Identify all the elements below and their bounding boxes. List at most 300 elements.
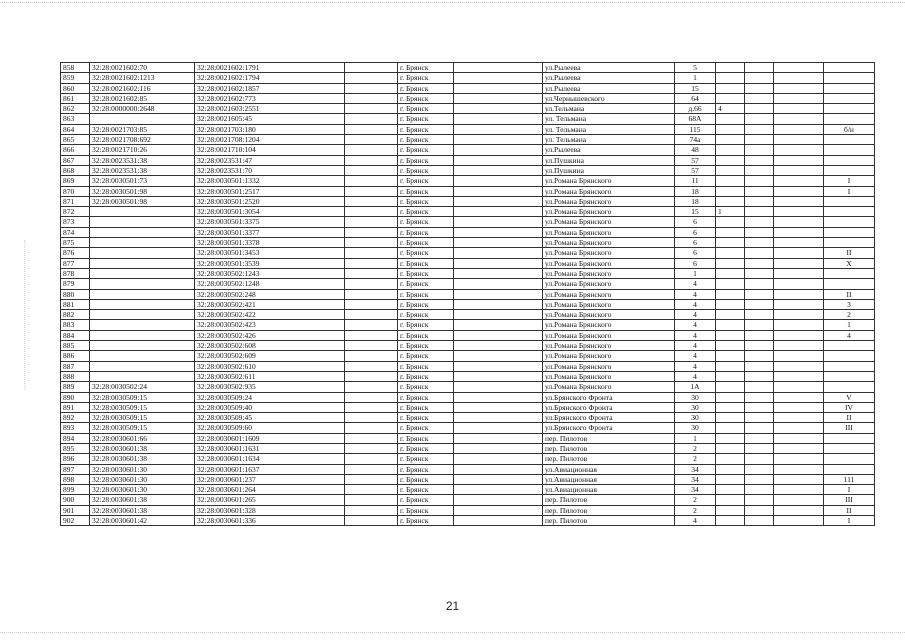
- table-row: [61, 145, 875, 155]
- empty-cell: [745, 124, 774, 134]
- building-cell: [716, 186, 745, 196]
- table-row: [61, 196, 875, 206]
- parent-cadastral-number-cell: 32:28:0021602:85: [90, 93, 195, 103]
- empty-cell: [454, 207, 543, 217]
- premises-number-cell: 2: [824, 310, 875, 320]
- premises-number-cell: [824, 464, 875, 474]
- city-cell: г. Брянск: [398, 289, 454, 299]
- empty-cell: [774, 454, 824, 464]
- table-row: [61, 495, 875, 505]
- house-number-cell: 30: [675, 413, 716, 423]
- parent-cadastral-number-cell: [90, 217, 195, 227]
- parent-cadastral-number-cell: 32:28:0030509:15: [90, 423, 195, 433]
- premises-number-cell: [824, 114, 875, 124]
- cadastral-number-cell: 32:28:0030509:60: [195, 423, 345, 433]
- cadastral-number-cell: 32:28:0021603:2551: [195, 104, 345, 114]
- street-cell: ул.Авиационная: [543, 485, 675, 495]
- parent-cadastral-number-cell: 32:28:0030501:73: [90, 176, 195, 186]
- empty-cell: [774, 114, 824, 124]
- empty-cell: [774, 433, 824, 443]
- premises-number-cell: [824, 135, 875, 145]
- building-cell: [716, 516, 745, 526]
- building-cell: [716, 83, 745, 93]
- building-cell: [716, 443, 745, 453]
- empty-cell: [454, 258, 543, 268]
- row-number-cell: 875: [61, 238, 90, 248]
- parent-cadastral-number-cell: 32:28:0021708:692: [90, 135, 195, 145]
- street-cell: пер. Пилотов: [543, 505, 675, 515]
- empty-cell: [745, 289, 774, 299]
- house-number-cell: 48: [675, 145, 716, 155]
- street-cell: ул.Романа Брянского: [543, 196, 675, 206]
- cadastral-number-cell: 32:28:0030501:3378: [195, 238, 345, 248]
- empty-cell: [345, 299, 398, 309]
- city-cell: г. Брянск: [398, 371, 454, 381]
- empty-cell: [345, 207, 398, 217]
- empty-cell: [454, 402, 543, 412]
- house-number-cell: 30: [675, 392, 716, 402]
- empty-cell: [774, 330, 824, 340]
- empty-cell: [454, 155, 543, 165]
- row-number-cell: 872: [61, 207, 90, 217]
- premises-number-cell: IV: [824, 402, 875, 412]
- table-row: [61, 227, 875, 237]
- row-number-cell: 870: [61, 186, 90, 196]
- city-cell: г. Брянск: [398, 207, 454, 217]
- empty-cell: [454, 454, 543, 464]
- row-number-cell: 888: [61, 371, 90, 381]
- building-cell: [716, 413, 745, 423]
- empty-cell: [345, 341, 398, 351]
- cadastral-number-cell: 32:28:0030501:3453: [195, 248, 345, 258]
- empty-cell: [454, 104, 543, 114]
- street-cell: ул.Романа Брянского: [543, 217, 675, 227]
- house-number-cell: 6: [675, 248, 716, 258]
- parent-cadastral-number-cell: 32:28:0030601:38: [90, 505, 195, 515]
- empty-cell: [745, 320, 774, 330]
- house-number-cell: 2: [675, 495, 716, 505]
- parent-cadastral-number-cell: [90, 238, 195, 248]
- parent-cadastral-number-cell: 32:28:0030601:66: [90, 433, 195, 443]
- cadastral-number-cell: 32:28:0030501:1332: [195, 176, 345, 186]
- house-number-cell: 6: [675, 238, 716, 248]
- empty-cell: [454, 433, 543, 443]
- building-cell: [716, 196, 745, 206]
- city-cell: г. Брянск: [398, 248, 454, 258]
- street-cell: ул.Романа Брянского: [543, 268, 675, 278]
- empty-cell: [345, 485, 398, 495]
- empty-cell: [774, 413, 824, 423]
- table-row: [61, 155, 875, 165]
- empty-cell: [774, 495, 824, 505]
- empty-cell: [345, 227, 398, 237]
- building-cell: [716, 392, 745, 402]
- building-cell: 1: [716, 207, 745, 217]
- building-cell: [716, 93, 745, 103]
- premises-number-cell: [824, 382, 875, 392]
- empty-cell: [345, 268, 398, 278]
- table-row: [61, 330, 875, 340]
- empty-cell: [745, 207, 774, 217]
- cadastral-number-cell: 32:28:0030601:1634: [195, 454, 345, 464]
- parent-cadastral-number-cell: [90, 258, 195, 268]
- table-row: [61, 485, 875, 495]
- parent-cadastral-number-cell: 32:28:0030501:98: [90, 196, 195, 206]
- street-cell: ул. Тельмана: [543, 124, 675, 134]
- house-number-cell: 2: [675, 443, 716, 453]
- empty-cell: [345, 371, 398, 381]
- empty-cell: [774, 176, 824, 186]
- house-number-cell: 4: [675, 516, 716, 526]
- empty-cell: [345, 402, 398, 412]
- row-number-cell: 889: [61, 382, 90, 392]
- premises-number-cell: 4: [824, 330, 875, 340]
- premises-number-cell: III: [824, 423, 875, 433]
- premises-number-cell: [824, 454, 875, 464]
- empty-cell: [774, 93, 824, 103]
- empty-cell: [774, 135, 824, 145]
- parent-cadastral-number-cell: [90, 248, 195, 258]
- premises-number-cell: V: [824, 392, 875, 402]
- house-number-cell: 4: [675, 320, 716, 330]
- empty-cell: [454, 186, 543, 196]
- empty-cell: [454, 196, 543, 206]
- empty-cell: [345, 73, 398, 83]
- house-number-cell: 4: [675, 341, 716, 351]
- empty-cell: [345, 114, 398, 124]
- city-cell: г. Брянск: [398, 217, 454, 227]
- street-cell: ул.Романа Брянского: [543, 186, 675, 196]
- row-number-cell: 893: [61, 423, 90, 433]
- cadastral-number-cell: 32:28:0030501:3054: [195, 207, 345, 217]
- cadastral-number-cell: 32:28:0030502:610: [195, 361, 345, 371]
- empty-cell: [345, 474, 398, 484]
- empty-cell: [345, 495, 398, 505]
- empty-cell: [745, 135, 774, 145]
- building-cell: [716, 330, 745, 340]
- empty-cell: [745, 196, 774, 206]
- street-cell: ул.Романа Брянского: [543, 176, 675, 186]
- parent-cadastral-number-cell: [90, 289, 195, 299]
- house-number-cell: 4: [675, 279, 716, 289]
- street-cell: ул.Романа Брянского: [543, 310, 675, 320]
- empty-cell: [774, 165, 824, 175]
- premises-number-cell: II: [824, 413, 875, 423]
- premises-number-cell: [824, 351, 875, 361]
- empty-cell: [745, 485, 774, 495]
- empty-cell: [774, 392, 824, 402]
- street-cell: пер. Пилотов: [543, 433, 675, 443]
- premises-number-cell: I: [824, 176, 875, 186]
- empty-cell: [774, 443, 824, 453]
- building-cell: [716, 341, 745, 351]
- empty-cell: [345, 145, 398, 155]
- empty-cell: [454, 423, 543, 433]
- empty-cell: [745, 83, 774, 93]
- empty-cell: [345, 310, 398, 320]
- cadastral-number-cell: 32:28:0021602:1857: [195, 83, 345, 93]
- empty-cell: [745, 433, 774, 443]
- empty-cell: [745, 392, 774, 402]
- premises-number-cell: 3: [824, 299, 875, 309]
- table-row: [61, 413, 875, 423]
- empty-cell: [345, 289, 398, 299]
- empty-cell: [345, 63, 398, 73]
- cadastral-number-cell: 32:28:0021710:104: [195, 145, 345, 155]
- cadastral-number-cell: 32:28:0030502:608: [195, 341, 345, 351]
- empty-cell: [745, 238, 774, 248]
- premises-number-cell: II: [824, 248, 875, 258]
- table-row: [61, 165, 875, 175]
- street-cell: ул.Рылеева: [543, 73, 675, 83]
- empty-cell: [774, 299, 824, 309]
- empty-cell: [774, 186, 824, 196]
- street-cell: пер. Пилотов: [543, 443, 675, 453]
- parent-cadastral-number-cell: [90, 310, 195, 320]
- empty-cell: [745, 299, 774, 309]
- premises-number-cell: 111: [824, 474, 875, 484]
- empty-cell: [745, 361, 774, 371]
- parent-cadastral-number-cell: [90, 330, 195, 340]
- premises-number-cell: [824, 443, 875, 453]
- empty-cell: [345, 279, 398, 289]
- street-cell: ул.Тельмана: [543, 104, 675, 114]
- table-row: [61, 392, 875, 402]
- cadastral-number-cell: 32:28:0021602:1794: [195, 73, 345, 83]
- street-cell: ул.Пушкина: [543, 165, 675, 175]
- empty-cell: [774, 73, 824, 83]
- premises-number-cell: I: [824, 485, 875, 495]
- empty-cell: [745, 516, 774, 526]
- building-cell: [716, 464, 745, 474]
- premises-number-cell: [824, 73, 875, 83]
- parent-cadastral-number-cell: [90, 279, 195, 289]
- empty-cell: [745, 73, 774, 83]
- cadastral-number-cell: 32:28:0021605:45: [195, 114, 345, 124]
- row-number-cell: 886: [61, 351, 90, 361]
- empty-cell: [774, 351, 824, 361]
- table-row: [61, 310, 875, 320]
- empty-cell: [454, 320, 543, 330]
- empty-cell: [454, 268, 543, 278]
- empty-cell: [745, 217, 774, 227]
- empty-cell: [774, 155, 824, 165]
- row-number-cell: 900: [61, 495, 90, 505]
- empty-cell: [774, 258, 824, 268]
- premises-number-cell: I: [824, 516, 875, 526]
- city-cell: г. Брянск: [398, 186, 454, 196]
- city-cell: г. Брянск: [398, 268, 454, 278]
- row-number-cell: 902: [61, 516, 90, 526]
- row-number-cell: 890: [61, 392, 90, 402]
- table-row: [61, 93, 875, 103]
- street-cell: пер. Пилотов: [543, 495, 675, 505]
- scan-bottom-edge: [0, 632, 905, 636]
- empty-cell: [745, 341, 774, 351]
- building-cell: [716, 73, 745, 83]
- parent-cadastral-number-cell: 32:28:0030601:30: [90, 485, 195, 495]
- empty-cell: [774, 341, 824, 351]
- empty-cell: [345, 248, 398, 258]
- row-number-cell: 883: [61, 320, 90, 330]
- table-row: [61, 124, 875, 134]
- table-row: [61, 505, 875, 515]
- premises-number-cell: [824, 207, 875, 217]
- empty-cell: [774, 63, 824, 73]
- parent-cadastral-number-cell: [90, 371, 195, 381]
- cadastral-registry-table: [60, 62, 875, 526]
- street-cell: ул.Романа Брянского: [543, 330, 675, 340]
- row-number-cell: 868: [61, 165, 90, 175]
- row-number-cell: 865: [61, 135, 90, 145]
- empty-cell: [454, 289, 543, 299]
- building-cell: [716, 176, 745, 186]
- premises-number-cell: [824, 93, 875, 103]
- empty-cell: [345, 165, 398, 175]
- city-cell: г. Брянск: [398, 516, 454, 526]
- empty-cell: [774, 361, 824, 371]
- street-cell: ул.Рылеева: [543, 145, 675, 155]
- empty-cell: [345, 351, 398, 361]
- empty-cell: [745, 443, 774, 453]
- parent-cadastral-number-cell: 32:28:0030601:38: [90, 454, 195, 464]
- empty-cell: [745, 454, 774, 464]
- premises-number-cell: [824, 371, 875, 381]
- cadastral-number-cell: 32:28:0021708:1204: [195, 135, 345, 145]
- table-row: [61, 361, 875, 371]
- city-cell: г. Брянск: [398, 176, 454, 186]
- empty-cell: [345, 413, 398, 423]
- empty-cell: [454, 485, 543, 495]
- building-cell: 4: [716, 104, 745, 114]
- row-number-cell: 891: [61, 402, 90, 412]
- empty-cell: [774, 279, 824, 289]
- empty-cell: [745, 268, 774, 278]
- house-number-cell: 15: [675, 83, 716, 93]
- table-row: [61, 73, 875, 83]
- building-cell: [716, 114, 745, 124]
- house-number-cell: 1А: [675, 382, 716, 392]
- street-cell: ул.Романа Брянского: [543, 258, 675, 268]
- empty-cell: [345, 361, 398, 371]
- city-cell: г. Брянск: [398, 320, 454, 330]
- premises-number-cell: [824, 268, 875, 278]
- city-cell: г. Брянск: [398, 196, 454, 206]
- parent-cadastral-number-cell: 32:28:0021602:70: [90, 63, 195, 73]
- house-number-cell: 1: [675, 433, 716, 443]
- building-cell: [716, 124, 745, 134]
- table-row: [61, 351, 875, 361]
- street-cell: ул.Рылеева: [543, 83, 675, 93]
- parent-cadastral-number-cell: [90, 268, 195, 278]
- row-number-cell: 898: [61, 474, 90, 484]
- empty-cell: [774, 196, 824, 206]
- empty-cell: [745, 371, 774, 381]
- building-cell: [716, 371, 745, 381]
- table-row: [61, 104, 875, 114]
- city-cell: г. Брянск: [398, 402, 454, 412]
- empty-cell: [345, 217, 398, 227]
- building-cell: [716, 454, 745, 464]
- empty-cell: [745, 258, 774, 268]
- house-number-cell: 2: [675, 505, 716, 515]
- house-number-cell: 6: [675, 227, 716, 237]
- building-cell: [716, 289, 745, 299]
- empty-cell: [345, 124, 398, 134]
- building-cell: [716, 433, 745, 443]
- row-number-cell: 896: [61, 454, 90, 464]
- empty-cell: [454, 351, 543, 361]
- row-number-cell: 882: [61, 310, 90, 320]
- empty-cell: [745, 145, 774, 155]
- parent-cadastral-number-cell: 32:28:0030601:38: [90, 443, 195, 453]
- cadastral-number-cell: 32:28:0030601:237: [195, 474, 345, 484]
- empty-cell: [774, 207, 824, 217]
- house-number-cell: 30: [675, 402, 716, 412]
- parent-cadastral-number-cell: [90, 351, 195, 361]
- premises-number-cell: [824, 196, 875, 206]
- empty-cell: [345, 464, 398, 474]
- cadastral-number-cell: 32:28:0030502:611: [195, 371, 345, 381]
- cadastral-number-cell: 32:28:0030501:2517: [195, 186, 345, 196]
- premises-number-cell: [824, 165, 875, 175]
- empty-cell: [745, 227, 774, 237]
- table-row: [61, 248, 875, 258]
- parent-cadastral-number-cell: 32:28:0021703:85: [90, 124, 195, 134]
- row-number-cell: 894: [61, 433, 90, 443]
- table-row: [61, 258, 875, 268]
- empty-cell: [345, 93, 398, 103]
- empty-cell: [345, 505, 398, 515]
- city-cell: г. Брянск: [398, 63, 454, 73]
- street-cell: ул.Романа Брянского: [543, 238, 675, 248]
- building-cell: [716, 155, 745, 165]
- empty-cell: [454, 83, 543, 93]
- house-number-cell: 4: [675, 371, 716, 381]
- parent-cadastral-number-cell: 32:28:0021710:26: [90, 145, 195, 155]
- street-cell: ул.Романа Брянского: [543, 382, 675, 392]
- empty-cell: [454, 505, 543, 515]
- row-number-cell: 878: [61, 268, 90, 278]
- street-cell: ул.Романа Брянского: [543, 248, 675, 258]
- premises-number-cell: [824, 433, 875, 443]
- city-cell: г. Брянск: [398, 83, 454, 93]
- building-cell: [716, 495, 745, 505]
- city-cell: г. Брянск: [398, 310, 454, 320]
- city-cell: г. Брянск: [398, 454, 454, 464]
- empty-cell: [774, 320, 824, 330]
- empty-cell: [774, 227, 824, 237]
- parent-cadastral-number-cell: [90, 227, 195, 237]
- house-number-cell: д.66: [675, 104, 716, 114]
- building-cell: [716, 165, 745, 175]
- empty-cell: [454, 217, 543, 227]
- parent-cadastral-number-cell: [90, 207, 195, 217]
- table-row: [61, 454, 875, 464]
- cadastral-number-cell: 32:28:0030502:1243: [195, 268, 345, 278]
- premises-number-cell: [824, 83, 875, 93]
- city-cell: г. Брянск: [398, 238, 454, 248]
- row-number-cell: 867: [61, 155, 90, 165]
- city-cell: г. Брянск: [398, 155, 454, 165]
- city-cell: г. Брянск: [398, 330, 454, 340]
- parent-cadastral-number-cell: 32:28:0030509:15: [90, 402, 195, 412]
- empty-cell: [345, 104, 398, 114]
- empty-cell: [774, 145, 824, 155]
- empty-cell: [345, 186, 398, 196]
- empty-cell: [745, 279, 774, 289]
- table-row: [61, 474, 875, 484]
